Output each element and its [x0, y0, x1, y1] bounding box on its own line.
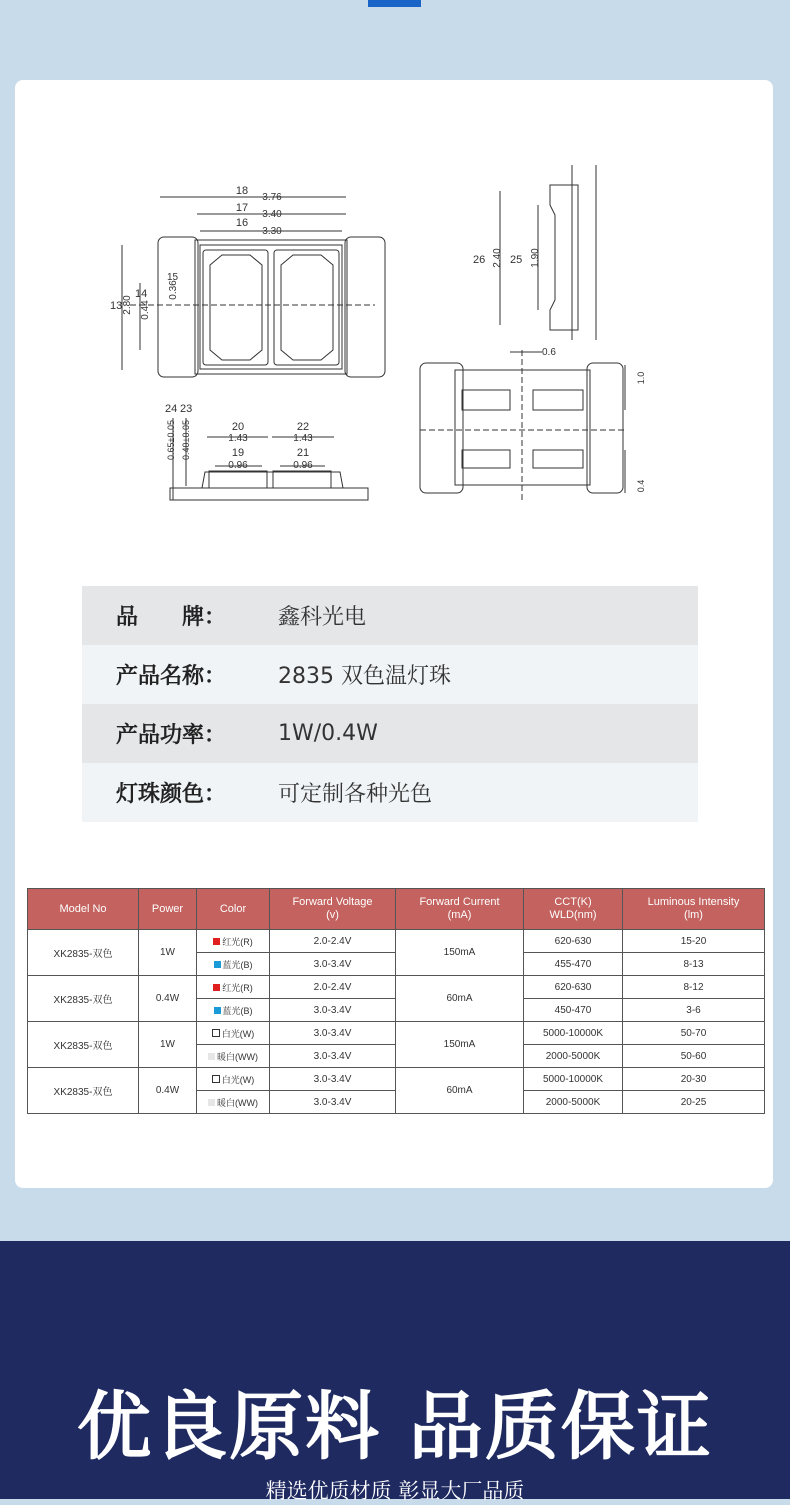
- dim-left-1: 0.44: [140, 300, 151, 320]
- color-label: 蓝光(B): [222, 1005, 253, 1016]
- spec-label: 产品功率：: [116, 723, 227, 748]
- color-label: 暖白(WW): [217, 1051, 258, 1062]
- spec-value: 1W/0.4W: [278, 721, 378, 746]
- cell-voltage: 3.0-3.4V: [270, 953, 396, 976]
- dim-bottom-v-0: 0.65±0.05: [166, 420, 176, 460]
- cell-color: [197, 1045, 270, 1068]
- cell-current: 150mA: [396, 1022, 524, 1068]
- callout-bottom-v-1: 23: [180, 403, 193, 415]
- table-body: [28, 930, 765, 1114]
- callout-side-0: 26: [473, 254, 486, 266]
- color-label: 红光(R): [222, 936, 253, 947]
- dim-footprint-2: 0.4: [636, 479, 646, 493]
- dim-top-0: 3.76: [262, 192, 282, 203]
- spec-row-power: [82, 704, 698, 763]
- cell-lum: 20-25: [623, 1091, 765, 1114]
- dim-bottom-0: 1.43: [228, 433, 248, 444]
- callout-left-2: 15: [167, 272, 179, 283]
- cell-model: XK2835-双色: [28, 976, 139, 1022]
- warm-swatch-icon: [208, 1053, 215, 1060]
- red-swatch-icon: [213, 938, 220, 945]
- cell-current: 60mA: [396, 1068, 524, 1114]
- spec-label: 品 牌：: [116, 605, 227, 630]
- table-row: [28, 976, 765, 999]
- header-model: Model No: [28, 889, 139, 930]
- cell-voltage: 2.0-2.4V: [270, 976, 396, 999]
- table-header-row: [28, 889, 765, 930]
- cell-color: [197, 1068, 270, 1091]
- callout-left-1: 14: [135, 288, 148, 300]
- dim-bottom-3: 0.96: [293, 460, 313, 471]
- cell-color: [197, 930, 270, 953]
- dim-bottom-v-1: 0.40±0.05: [181, 420, 191, 460]
- cell-model: XK2835-双色: [28, 1022, 139, 1068]
- cell-lum: 20-30: [623, 1068, 765, 1091]
- spec-table: [27, 888, 765, 1114]
- callout-top-1: 17: [235, 202, 249, 214]
- cell-cct: 5000-10000K: [524, 1022, 623, 1045]
- cell-model: XK2835-双色: [28, 1068, 139, 1114]
- dim-bottom-1: 0.96: [228, 460, 248, 471]
- callout-bottom-v-0: 24: [165, 403, 178, 415]
- header-color: Color: [197, 889, 270, 930]
- cell-lum: 15-20: [623, 930, 765, 953]
- cell-current: 150mA: [396, 930, 524, 976]
- cell-lum: 50-70: [623, 1022, 765, 1045]
- cell-power: 0.4W: [139, 976, 197, 1022]
- spec-row-name: [82, 645, 698, 704]
- spec-value: 2835 双色温灯珠: [278, 664, 451, 689]
- table-row: [28, 1022, 765, 1045]
- cell-lum: 50-60: [623, 1045, 765, 1068]
- cell-voltage: 3.0-3.4V: [270, 1068, 396, 1091]
- dim-top-2: 3.30: [262, 226, 282, 237]
- header-power: Power: [139, 889, 197, 930]
- spec-label: 产品名称：: [116, 664, 227, 689]
- cell-voltage: 2.0-2.4V: [270, 930, 396, 953]
- spec-row-brand: [82, 586, 698, 645]
- callout-bottom-2: 22: [296, 421, 310, 433]
- cell-lum: 3-6: [623, 999, 765, 1022]
- cell-current: 60mA: [396, 976, 524, 1022]
- cell-cct: 5000-10000K: [524, 1068, 623, 1091]
- callout-left-0: 13: [110, 300, 123, 312]
- cell-voltage: 3.0-3.4V: [270, 1091, 396, 1114]
- color-label: 蓝光(B): [222, 959, 253, 970]
- cell-power: 1W: [139, 930, 197, 976]
- dim-bottom-2: 1.43: [293, 433, 313, 444]
- warm-swatch-icon: [208, 1099, 215, 1106]
- table-row: [28, 1068, 765, 1091]
- cell-voltage: 3.0-3.4V: [270, 999, 396, 1022]
- color-label: 红光(R): [222, 982, 253, 993]
- cell-cct: 620-630: [524, 976, 623, 999]
- footer-subtitle: 精选优质材质 彰显大厂品质: [265, 1479, 525, 1503]
- dim-side-0: 2.40: [492, 248, 503, 268]
- header-current: Forward Current (mA): [396, 889, 524, 930]
- spec-value: 可定制各种光色: [278, 782, 433, 807]
- callout-bottom-3: 21: [296, 447, 310, 459]
- cell-cct: 450-470: [524, 999, 623, 1022]
- callout-top-0: 18: [235, 185, 249, 197]
- spec-label: 灯珠颜色：: [116, 782, 227, 807]
- header-lum: Luminous Intensity (lm): [623, 889, 765, 930]
- cell-cct: 455-470: [524, 953, 623, 976]
- dim-side-1: 1.90: [530, 248, 541, 268]
- cell-lum: 8-12: [623, 976, 765, 999]
- dim-left-0: 2.80: [122, 295, 133, 315]
- cell-voltage: 3.0-3.4V: [270, 1045, 396, 1068]
- cell-power: 0.4W: [139, 1068, 197, 1114]
- cell-cct: 2000-5000K: [524, 1091, 623, 1114]
- dim-left-2: 0.36: [168, 280, 179, 300]
- dimension-drawing: [0, 0, 790, 560]
- blue-swatch-icon: [214, 961, 221, 968]
- cell-model: XK2835-双色: [28, 930, 139, 976]
- header-cct: CCT(K) WLD(nm): [524, 889, 623, 930]
- cell-power: 1W: [139, 1022, 197, 1068]
- spec-list: [82, 586, 698, 822]
- cell-cct: 620-630: [524, 930, 623, 953]
- cell-color: [197, 1022, 270, 1045]
- spec-row-color: [82, 763, 698, 822]
- dim-footprint-0: 0.6: [542, 347, 556, 358]
- color-label: 白光(W): [221, 1074, 255, 1085]
- cell-voltage: 3.0-3.4V: [270, 1022, 396, 1045]
- dim-top-1: 3.40: [262, 209, 282, 220]
- cell-color: [197, 999, 270, 1022]
- cell-cct: 2000-5000K: [524, 1045, 623, 1068]
- callout-side-1: 25: [510, 254, 523, 266]
- white-swatch-icon: [212, 1075, 220, 1083]
- table-row: [28, 930, 765, 953]
- spec-value: 鑫科光电: [278, 605, 367, 630]
- color-label: 白光(W): [221, 1028, 255, 1039]
- callout-top-2: 16: [235, 217, 249, 229]
- header-voltage: Forward Voltage (v): [270, 889, 396, 930]
- cell-lum: 8-13: [623, 953, 765, 976]
- blue-swatch-icon: [214, 1007, 221, 1014]
- cell-color: [197, 953, 270, 976]
- red-swatch-icon: [213, 984, 220, 991]
- cell-color: [197, 1091, 270, 1114]
- color-label: 暖白(WW): [217, 1097, 258, 1108]
- callout-bottom-0: 20: [231, 421, 245, 433]
- white-swatch-icon: [212, 1029, 220, 1037]
- dim-footprint-1: 1.0: [636, 371, 646, 385]
- footer-slogan: 优良原料 品质保证: [77, 1384, 713, 1470]
- callout-bottom-1: 19: [231, 447, 245, 459]
- cell-color: [197, 976, 270, 999]
